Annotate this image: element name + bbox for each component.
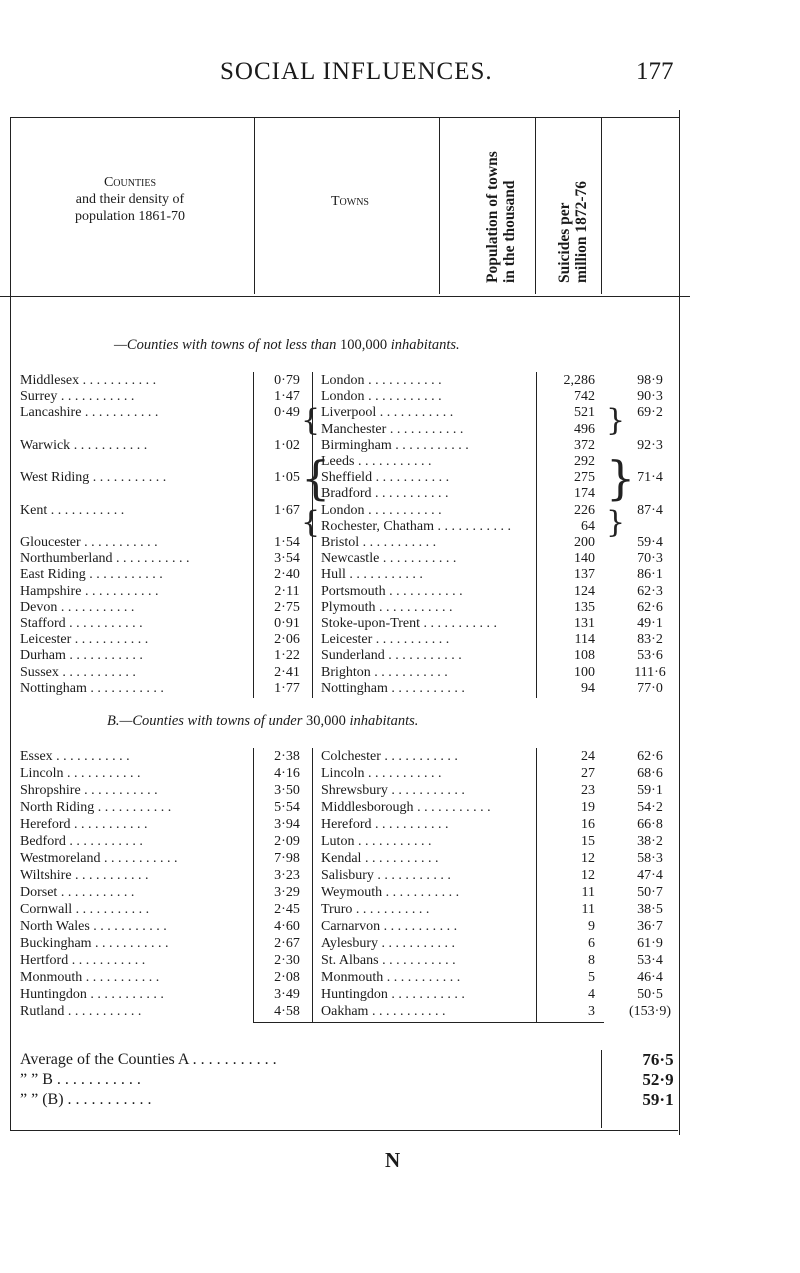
header-population: [484, 151, 518, 283]
county-cell: Durham . .: [20, 647, 274, 664]
density-cell: 1·77: [274, 680, 300, 696]
town-cell: Weymouth . .: [321, 884, 537, 901]
section-a-tail: inhabitants.: [387, 337, 460, 353]
population-cell: 275: [574, 470, 595, 486]
town-cell: Leicester . .: [321, 631, 537, 648]
suicides-cell: 46·4: [637, 970, 663, 985]
population-cell: 292: [574, 454, 595, 469]
density-cell: 1·22: [274, 648, 300, 664]
header-population-line1: Population of towns: [484, 151, 501, 283]
table-row: [0, 833, 800, 850]
table-row: [0, 748, 800, 765]
town-cell: Middlesborough . .: [321, 799, 537, 816]
table-row: [0, 867, 800, 884]
header-bottom-rule: [0, 296, 690, 297]
suicides-cell: 50·7: [637, 885, 663, 900]
county-cell: Monmouth . .: [20, 969, 274, 986]
suicides-cell: 38·5: [637, 902, 663, 917]
suicides-cell: 62·3: [637, 583, 663, 599]
section-b-title: [107, 713, 418, 730]
population-cell: 100: [574, 664, 595, 680]
town-cell: Colchester . .: [321, 748, 537, 765]
county-cell: Gloucester . .: [20, 534, 274, 551]
county-cell: North Riding . .: [20, 799, 274, 816]
density-cell: 2·75: [274, 599, 300, 615]
population-cell: 12: [581, 851, 595, 866]
town-cell: Plymouth . .: [321, 599, 537, 616]
population-cell: 19: [581, 800, 595, 815]
county-cell: Kent . .: [20, 502, 274, 519]
town-cell: Leeds . .: [321, 453, 537, 470]
header-counties: [30, 174, 230, 225]
table-row: [0, 918, 800, 935]
average-label: Average of the Counties A . .: [20, 1050, 277, 1070]
county-cell: Cornwall . .: [20, 901, 274, 918]
suicides-cell: 61·9: [637, 936, 663, 951]
suicides-cell: 59·1: [637, 783, 663, 798]
suicides-cell: 53·6: [637, 648, 663, 664]
section-a-prefix: —: [114, 337, 127, 353]
running-head: [0, 58, 800, 88]
town-cell: Liverpool . .: [321, 404, 537, 421]
density-cell: 4·58: [274, 1004, 300, 1019]
suicides-cell: 98·9: [637, 373, 663, 388]
density-cell: 0·79: [274, 373, 300, 388]
suicides-cell: 86·1: [637, 567, 663, 583]
density-cell: 2·45: [274, 902, 300, 917]
population-cell: 521: [574, 405, 595, 421]
table-row: [0, 816, 800, 833]
population-cell: 11: [581, 902, 595, 917]
county-cell: Rutland . .: [20, 1003, 274, 1020]
density-cell: 4·60: [274, 919, 300, 934]
population-cell: 200: [574, 535, 595, 550]
table-row: [0, 680, 800, 697]
town-cell: Sunderland . .: [321, 647, 537, 664]
suicides-cell: 83·2: [637, 632, 663, 648]
population-cell: 5: [588, 970, 595, 985]
town-cell: Bradford . .: [321, 485, 537, 502]
county-cell: Huntingdon . .: [20, 986, 274, 1003]
table-row: [0, 615, 800, 632]
county-cell: Dorset . .: [20, 884, 274, 901]
town-cell: London . .: [321, 502, 537, 519]
town-cell: Hereford . .: [321, 816, 537, 833]
density-cell: 5·54: [274, 800, 300, 815]
suicides-cell: 47·4: [637, 868, 663, 883]
table-row: [0, 388, 800, 405]
county-cell: Buckingham . .: [20, 935, 274, 952]
table-row: [0, 664, 800, 681]
density-cell: 3·29: [274, 885, 300, 900]
population-cell: 226: [574, 502, 595, 518]
population-cell: 174: [574, 486, 595, 502]
brace-kent-suic: }: [606, 505, 626, 540]
county-cell: Nottingham . .: [20, 680, 274, 697]
town-cell: Shrewsbury . .: [321, 782, 537, 799]
divider-town-pop: [439, 117, 440, 294]
density-cell: 1·02: [274, 437, 300, 453]
table-row: [0, 502, 800, 519]
town-cell: Salisbury . .: [321, 867, 537, 884]
county-cell: Lincoln . .: [20, 765, 274, 782]
page-number: 177: [636, 58, 674, 85]
county-cell: Devon . .: [20, 599, 274, 616]
density-cell: 2·06: [274, 632, 300, 648]
brace-westriding-density: {: [301, 451, 331, 505]
table-row: [0, 935, 800, 952]
town-cell: Nottingham . .: [321, 680, 537, 697]
suicides-cell: 62·6: [637, 749, 663, 764]
divider-suic-end: [601, 117, 602, 294]
header-suicides: [556, 181, 590, 283]
table-row: [0, 583, 800, 600]
population-cell: 131: [574, 616, 595, 631]
density-cell: 0·49: [274, 405, 300, 421]
table-row: [0, 534, 800, 551]
town-cell: Truro . .: [321, 901, 537, 918]
suicides-cell: 68·6: [637, 766, 663, 781]
density-cell: 1·05: [274, 470, 300, 486]
average-label: ” ” (B) . .: [20, 1090, 152, 1110]
county-cell: East Riding . .: [20, 566, 274, 583]
town-cell: Sheffield . .: [321, 469, 537, 486]
density-cell: 2·08: [274, 970, 300, 985]
population-cell: 124: [574, 583, 595, 599]
table-row: [0, 850, 800, 867]
brace-kent-density: {: [301, 505, 321, 540]
population-cell: 114: [574, 632, 595, 648]
population-cell: 135: [574, 599, 595, 615]
density-cell: 4·16: [274, 766, 300, 781]
population-cell: 12: [581, 868, 595, 883]
table-row: [0, 518, 800, 535]
population-cell: 496: [574, 421, 595, 437]
population-cell: 24: [581, 749, 595, 764]
population-cell: 15: [581, 834, 595, 849]
population-cell: 140: [574, 551, 595, 567]
population-cell: 27: [581, 766, 595, 781]
suicides-cell: 90·3: [637, 389, 663, 405]
town-cell: Newcastle . .: [321, 550, 537, 567]
town-cell: Manchester . .: [321, 421, 537, 438]
divider-pop-suic: [535, 117, 536, 294]
table-row: [0, 901, 800, 918]
suicides-cell: 92·3: [637, 437, 663, 453]
population-cell: 6: [588, 936, 595, 951]
table-row: [0, 372, 800, 389]
header-suicides-line1: Suicides per: [556, 202, 573, 283]
density-cell: 2·11: [274, 583, 300, 599]
table-row: [0, 884, 800, 901]
suicides-cell: 50·5: [637, 987, 663, 1002]
density-cell: 7·98: [274, 851, 300, 866]
table-row: [0, 453, 800, 470]
town-cell: Oakham . .: [321, 1003, 537, 1020]
table-row: [0, 404, 800, 421]
town-cell: Rochester, Chatham . .: [321, 518, 537, 535]
header-counties-line1: Counties: [103, 175, 157, 190]
county-cell: Surrey . .: [20, 388, 274, 405]
section-b-tail: inhabitants.: [349, 713, 419, 729]
suicides-cell: 49·1: [637, 616, 663, 631]
average-label: ” ” B . .: [20, 1070, 141, 1090]
density-cell: 0·91: [274, 616, 300, 631]
county-cell: Wiltshire . .: [20, 867, 274, 884]
county-cell: Shropshire . .: [20, 782, 274, 799]
section-a-number: 100,000: [340, 337, 388, 353]
population-cell: 64: [581, 518, 595, 534]
county-cell: Stafford . .: [20, 615, 274, 632]
density-cell: 1·67: [274, 502, 300, 518]
town-cell: Birmingham . .: [321, 437, 537, 454]
population-cell: 8: [588, 953, 595, 968]
table-row: [0, 631, 800, 648]
town-cell: Aylesbury . .: [321, 935, 537, 952]
suicides-cell: 53·4: [637, 953, 663, 968]
table-row: [0, 647, 800, 664]
town-cell: Kendal . .: [321, 850, 537, 867]
population-cell: 742: [574, 389, 595, 405]
brace-westriding-suic: }: [606, 451, 636, 505]
density-cell: 3·54: [274, 551, 300, 567]
table-row: [0, 599, 800, 616]
header-counties-line3: population 1861-70: [74, 209, 186, 224]
table-row: [0, 986, 800, 1003]
suicides-cell: 70·3: [637, 551, 663, 567]
table-bottom-rule: [10, 1130, 678, 1131]
town-cell: Hull . .: [321, 566, 537, 583]
header-towns: Towns: [331, 194, 369, 209]
county-cell: Middlesex . .: [20, 372, 274, 389]
density-cell: 3·23: [274, 868, 300, 883]
table-row: [0, 782, 800, 799]
avg-top-rule: [254, 1022, 604, 1023]
suicides-cell: 77·0: [637, 680, 663, 696]
table-row: [0, 969, 800, 986]
county-cell: Sussex . .: [20, 664, 274, 681]
average-value: 52·9: [642, 1070, 674, 1089]
table-row: [0, 566, 800, 583]
density-cell: 2·09: [274, 834, 300, 849]
suicides-cell: 71·4: [637, 470, 663, 486]
population-cell: 2,286: [563, 373, 595, 388]
suicides-cell: 87·4: [637, 502, 663, 518]
table-row: [0, 485, 800, 502]
population-cell: 372: [574, 437, 595, 453]
suicides-cell: 36·7: [637, 919, 663, 934]
town-cell: Brighton . .: [321, 664, 537, 681]
town-cell: London . .: [321, 372, 537, 389]
suicides-cell: 54·2: [637, 800, 663, 815]
average-value: 76·5: [642, 1050, 674, 1069]
town-cell: Monmouth . .: [321, 969, 537, 986]
density-cell: 2·40: [274, 567, 300, 583]
density-cell: 2·41: [274, 664, 300, 680]
table-row: [0, 952, 800, 969]
population-cell: 23: [581, 783, 595, 798]
county-cell: Hertford . .: [20, 952, 274, 969]
population-cell: 3: [588, 1004, 595, 1019]
population-cell: 4: [588, 987, 595, 1002]
brace-lancashire-density: {: [301, 403, 321, 438]
header-suicides-line2: million 1872-76: [573, 180, 590, 283]
county-cell: Northumberland . .: [20, 550, 274, 567]
county-cell: Westmoreland . .: [20, 850, 274, 867]
section-a-mid: of not less than: [244, 337, 341, 353]
density-cell: 1·54: [274, 535, 300, 550]
population-cell: 16: [581, 817, 595, 832]
density-cell: 2·30: [274, 953, 300, 968]
county-cell: Essex . .: [20, 748, 274, 765]
average-row: [20, 1050, 780, 1070]
county-cell: Warwick . .: [20, 437, 274, 454]
running-title: SOCIAL INFLUENCES.: [220, 58, 493, 85]
signature-mark: N: [385, 1148, 401, 1172]
population-cell: 108: [574, 648, 595, 664]
town-cell: Lincoln . .: [321, 765, 537, 782]
section-b-prefix: B.—: [107, 713, 133, 729]
suicides-cell: 59·4: [637, 535, 663, 550]
town-cell: Luton . .: [321, 833, 537, 850]
county-cell: Hampshire . .: [20, 583, 274, 600]
population-cell: 11: [581, 885, 595, 900]
suicides-cell: 38·2: [637, 834, 663, 849]
town-cell: Carnarvon . .: [321, 918, 537, 935]
density-cell: 1·47: [274, 389, 300, 405]
county-cell: Bedford . .: [20, 833, 274, 850]
density-cell: 2·38: [274, 749, 300, 764]
table-row: [0, 550, 800, 567]
density-cell: 2·67: [274, 936, 300, 951]
town-cell: Stoke-upon-Trent . .: [321, 615, 537, 632]
density-cell: 3·50: [274, 783, 300, 798]
table-top-rule: [10, 117, 680, 118]
section-a-title: [114, 337, 460, 354]
header-counties-line2: and their density of: [75, 192, 185, 207]
population-cell: 9: [588, 919, 595, 934]
suicides-cell: 111·6: [634, 664, 666, 680]
suicides-cell: 62·6: [637, 599, 663, 615]
average-value: 59·1: [642, 1090, 674, 1109]
population-cell: 137: [574, 567, 595, 583]
county-cell: Leicester . .: [20, 631, 274, 648]
density-cell: 3·49: [274, 987, 300, 1002]
average-row: [20, 1090, 780, 1110]
suicides-cell: 58·3: [637, 851, 663, 866]
town-cell: London . .: [321, 388, 537, 405]
county-cell: Hereford . .: [20, 816, 274, 833]
county-cell: West Riding . .: [20, 469, 274, 486]
table-row: [0, 421, 800, 438]
town-cell: Bristol . .: [321, 534, 537, 551]
section-a-title-text: Counties with towns: [126, 337, 245, 353]
table-row: [0, 765, 800, 782]
suicides-cell: 69·2: [637, 405, 663, 421]
county-cell: Lancashire . .: [20, 404, 274, 421]
county-cell: North Wales . .: [20, 918, 274, 935]
table-row: [0, 1003, 800, 1020]
table-row: [0, 799, 800, 816]
section-b-number: 30,000: [302, 713, 350, 729]
suicides-cell: (153·9): [629, 1004, 671, 1019]
average-row: [20, 1070, 780, 1090]
town-cell: St. Albans . .: [321, 952, 537, 969]
section-b-title-text: Counties with towns of under: [132, 713, 303, 729]
header-population-line2: in the thousand: [501, 180, 518, 283]
town-cell: Huntingdon . .: [321, 986, 537, 1003]
town-cell: Portsmouth . .: [321, 583, 537, 600]
density-cell: 3·94: [274, 817, 300, 832]
suicides-cell: 66·8: [637, 817, 663, 832]
brace-lancashire-suic: }: [606, 403, 626, 438]
table-row: [0, 469, 800, 486]
table-row: [0, 437, 800, 454]
divider-county-town: [254, 117, 255, 294]
population-cell: 94: [581, 680, 595, 696]
